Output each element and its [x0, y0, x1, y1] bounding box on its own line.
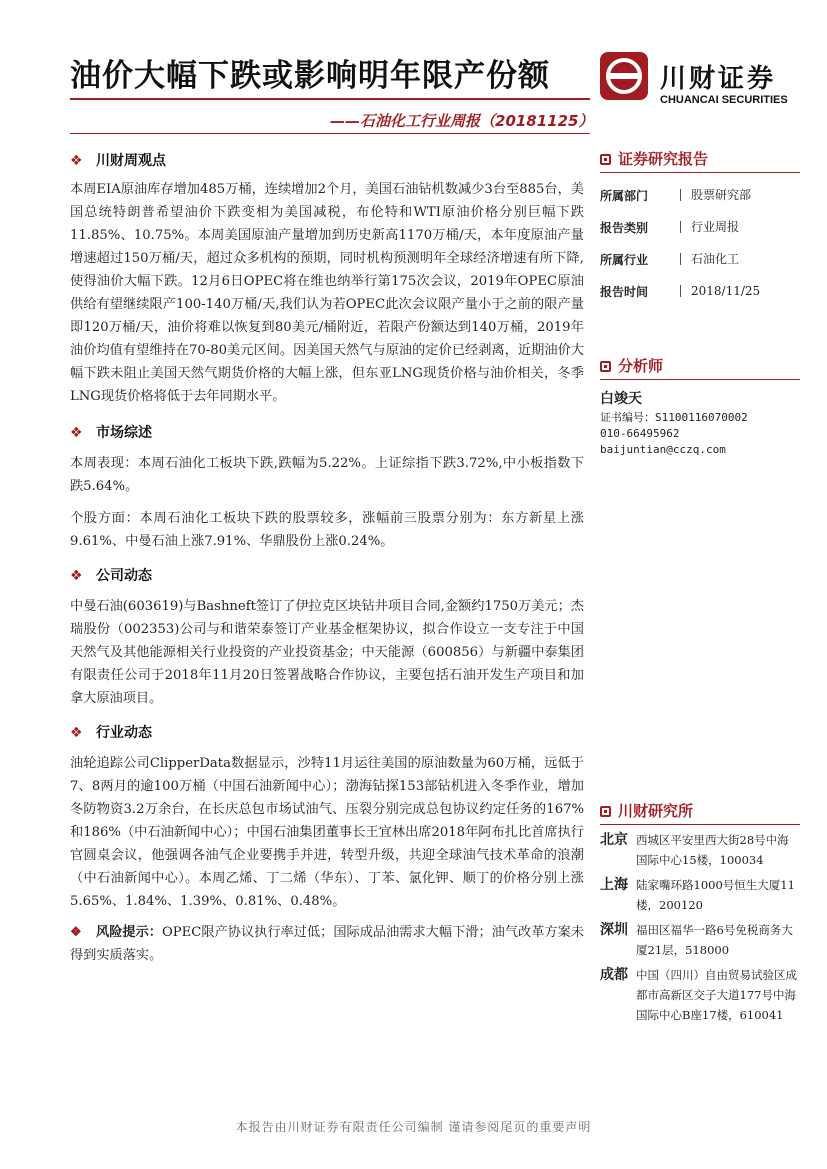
- section-industry: [70, 722, 584, 913]
- section-market: [70, 422, 584, 553]
- analyst-email[interactable]: baijuntian@cczq.com: [600, 443, 726, 456]
- subtitle-rule: [70, 133, 590, 134]
- sidebar-rule: [600, 172, 800, 173]
- analyst-name: 白竣天: [600, 391, 642, 407]
- square-bullet-icon: [600, 154, 611, 165]
- analyst-cert: 证书编号：S1100116070002: [600, 411, 748, 424]
- meta-row: 报告时间 2018/11/25: [600, 284, 761, 299]
- chuancai-logo-icon: [600, 52, 648, 100]
- diamond-bullet-icon: ❖: [70, 925, 82, 940]
- brand-name-en: CHUANCAI SECURITIES: [660, 94, 788, 106]
- section-heading: ❖ 市场综述: [70, 422, 584, 444]
- section-company: [70, 565, 584, 710]
- section-paragraph: 本周表现：本周石油化工板块下跌,跌幅为5.22%。上证综指下跌3.72%,中小板指数下跌5.64%。: [70, 456, 584, 494]
- sidebar-rule: [600, 824, 800, 825]
- office-shenzhen: 深圳 福田区福华一路6号免税商务大厦21层，518000: [600, 922, 793, 957]
- title-rule: [70, 98, 590, 100]
- diamond-bullet-icon: ❖: [70, 725, 83, 741]
- section-heading: ❖ 行业动态: [70, 722, 584, 744]
- section-paragraph: 中曼石油(603619)与Bashneft签订了伊拉克区块钻井项目合同,金额约1750万美元；杰瑞股份（002353)公司与和谐荣泰签订产业基金框架协议，拟合作设立一支专注于中国天然气及其他能源相关行业投资的产业投资基金；中天能源（600856）与新疆中泰集团有限责任公司于2018年11月20日签署战略合作协议，主要包括石油开发生产项目和加拿大原油项目。: [70, 599, 584, 706]
- brand-name-cn: 川财证券: [660, 64, 777, 94]
- office-chengdu: 成都 中国（四川）自由贸易试验区成都市高新区交子大道177号中海国际中心B座17楼，610041: [600, 967, 797, 1022]
- sidebar: [600, 148, 800, 1025]
- office-beijing: 北京 西城区平安里西大街28号中海国际中心15楼，100034: [600, 832, 789, 867]
- square-bullet-icon: [600, 806, 611, 817]
- section-paragraph: 个股方面：本周石油化工板块下跌的股票较多，涨幅前三股票分别为：东方新星上涨9.61%、中曼石油上涨7.91%、华鼎股份上涨0.24%。: [70, 511, 584, 549]
- section-views: [70, 150, 584, 408]
- risk-warning: [70, 921, 584, 967]
- diamond-bullet-icon: ❖: [70, 568, 83, 584]
- risk-text: OPEC限产协议执行率过低；国际成品油需求大幅下滑；油气改革方案未得到实质落实。: [70, 925, 585, 963]
- main-content: [70, 150, 584, 967]
- report-title: 油价大幅下跌或影响明年限产份额: [70, 58, 550, 94]
- risk-label: 风险提示：: [96, 925, 162, 940]
- analyst-phone: 010-66495962: [600, 427, 680, 440]
- square-bullet-icon: [600, 361, 611, 372]
- report-meta: [600, 179, 800, 307]
- report-subtitle: ——石油化工行业周报（20181125）: [330, 112, 594, 130]
- meta-row: 报告类别 行业周报: [600, 220, 740, 235]
- sidebar-rule: [600, 379, 800, 380]
- sidebar-heading-institute: 川财研究所: [600, 800, 800, 822]
- section-paragraph: 油轮追踪公司ClipperData数据显示，沙特11月运往美国的原油数量为60万桶，远低于7、8两月的逾100万桶（中国石油新闻中心）；渤海钻探153部钻机进入冬季作业，增加冬防物资3.2万余台，在长庆总包市场试油气、压裂分别完成总包协议约定任务的167%和186%（中石油新闻中心）；中国石油集团董事长王宜林出席2018年阿布扎比首席执行官圆桌会议，他强调各油气企业要携手并进，转型升级，共迎全球油气技术革命的浪潮（中石油新闻中心）。本周乙烯、丁二烯（华东）、丁苯、氯化钾、顺丁的价格分别上涨5.65%、1.84%、1.39%、0.81%、0.48%。: [70, 756, 584, 909]
- office-shanghai: 上海 陆家嘴环路1000号恒生大厦11楼，200120: [600, 877, 795, 912]
- meta-row: 所属行业 石油化工: [600, 252, 740, 267]
- section-heading: ❖ 公司动态: [70, 565, 584, 587]
- section-heading: ❖ 川财周观点: [70, 150, 584, 172]
- sidebar-heading-report: 证券研究报告: [600, 148, 800, 170]
- section-paragraph: 本周EIA原油库存增加485万桶，连续增加2个月，美国石油钻机数减少3台至885台，美国总统特朗普希望油价下跌变相为美国减税，布伦特和WTI原油价格分别巨幅下跌11.85%、10.75%。本周美国原油产量增加到历史新高1170万桶/天，本年度原油产量增速超过150万桶/天，超过众多机构的预期，同时机构预测明年全球经济增速有所下降,使得油价大幅下跌。12月6日OPEC将在维也纳举行第175次会议，2019年OPEC原油供给有望继续限产100-140万桶/天,我们认为若OPEC此次会议限产量小于之前的限产量即120万桶/天，油价将难以恢复到80美元/桶附近，若限产份额达到140万桶，2019年油价均值有望维持在70-80美元区间。因美国天然气与原油的定价已经剥离，近期油价大幅下跌未阻止美国天然气期货价格的大幅上涨，但东亚LNG现货价格与油价相关，冬季LNG现货价格将低于去年同期水平。: [70, 182, 584, 404]
- diamond-bullet-icon: ❖: [70, 153, 83, 169]
- page-footer: 本报告由川财证券有限责任公司编制 谨请参阅尾页的重要声明: [235, 1120, 592, 1134]
- meta-row: 所属部门 股票研究部: [600, 188, 752, 203]
- sidebar-heading-analyst: 分析师: [600, 355, 800, 377]
- diamond-bullet-icon: ❖: [70, 425, 83, 441]
